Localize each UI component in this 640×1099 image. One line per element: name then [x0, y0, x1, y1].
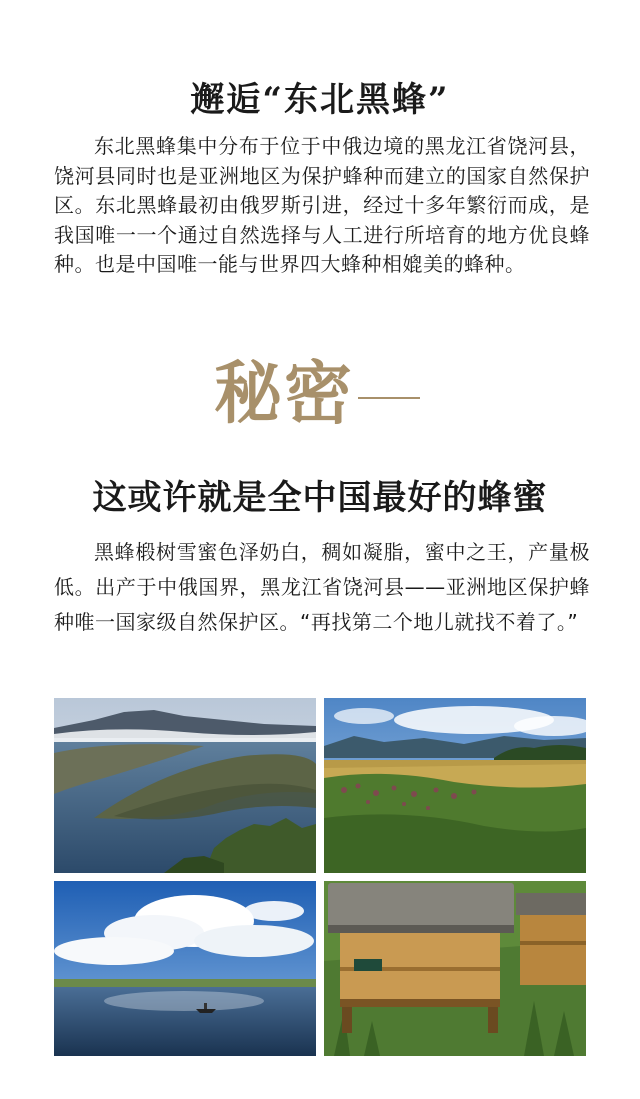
secret-heading: 秘密	[214, 354, 355, 434]
section-title: 邂逅“东北黑蜂”	[190, 80, 450, 120]
intro-paragraph: 东北黑蜂集中分布于位于中俄边境的黑龙江省饶河县，饶河县同时也是亚洲地区为保护蜂种而建立的国家自然保护区。东北黑蜂最初由俄罗斯引进，经过十多年繁衍而成，是我国唯一一个通过自然选择与人工进行所培育的地方优良蜂种。也是中国唯一能与世界四大蜂种相媲美的蜂种。	[54, 134, 590, 276]
meadow-photo	[324, 698, 586, 873]
subtitle: 这或许就是全中国最好的蜂蜜	[92, 478, 548, 518]
lake-clouds-photo	[54, 881, 316, 1056]
beehives-photo	[324, 881, 586, 1056]
honey-paragraph: 黑蜂椴树雪蜜色泽奶白，稠如凝脂，蜜中之王，产量极低。出产于中俄国界，黑龙江省饶河县——亚洲地区保护蜂种唯一国家级自然保护区。“再找第二个地儿就找不着了。”	[54, 540, 590, 634]
heading-dash-line	[358, 397, 420, 399]
secret-heading-row	[214, 352, 420, 436]
river-landscape-photo	[54, 698, 316, 873]
